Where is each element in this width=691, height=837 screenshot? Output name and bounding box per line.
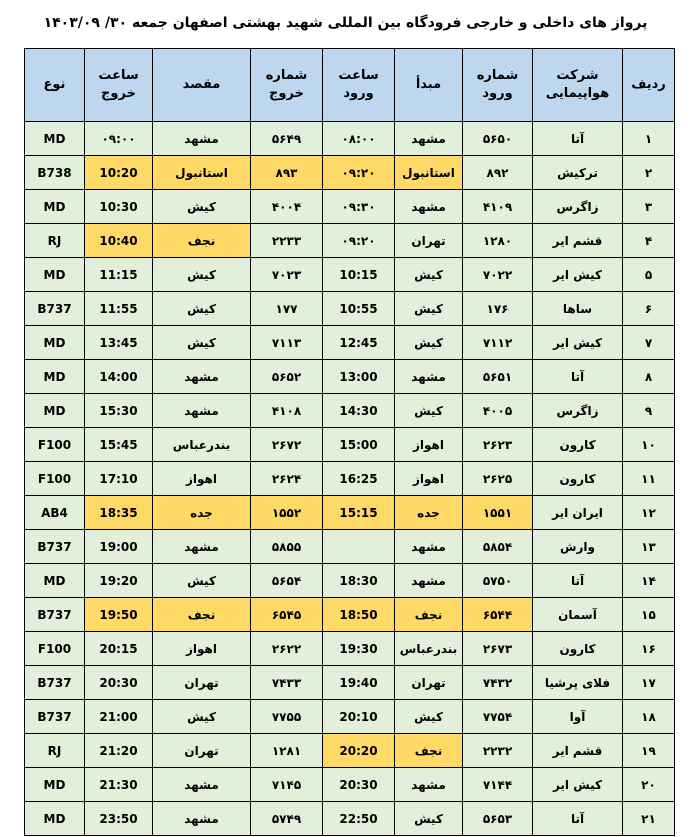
- cell-arrival-number: ۱۷۶: [463, 292, 533, 326]
- cell-departure-number: ۴۰۰۴: [251, 190, 323, 224]
- table-row: [25, 734, 675, 768]
- cell-arrival-number: ۴۰۰۵: [463, 394, 533, 428]
- col-header-destination: مقصد: [153, 49, 251, 122]
- cell-departure-time: 10:20: [85, 156, 153, 190]
- cell-arrival-time: ۰۹:۲۰: [323, 224, 395, 258]
- cell-destination: تهران: [153, 734, 251, 768]
- cell-origin: تهران: [395, 224, 463, 258]
- cell-departure-number: ۵۶۵۲: [251, 360, 323, 394]
- cell-departure-number: ۱۲۸۱: [251, 734, 323, 768]
- table-row: [25, 666, 675, 700]
- cell-aircraft-type: F100: [25, 428, 85, 462]
- cell-arrival-time: 14:30: [323, 394, 395, 428]
- col-header-origin: مبدأ: [395, 49, 463, 122]
- cell-origin: اهواز: [395, 428, 463, 462]
- cell-row-number: ۴: [623, 224, 675, 258]
- cell-arrival-number: ۷۱۴۴: [463, 768, 533, 802]
- cell-row-number: ۱: [623, 122, 675, 156]
- cell-destination: کیش: [153, 292, 251, 326]
- cell-arrival-time: 15:00: [323, 428, 395, 462]
- cell-departure-time: 20:15: [85, 632, 153, 666]
- cell-departure-number: ۱۵۵۲: [251, 496, 323, 530]
- cell-departure-number: ۲۶۲۴: [251, 462, 323, 496]
- cell-aircraft-type: MD: [25, 122, 85, 156]
- cell-row-number: ۱۵: [623, 598, 675, 632]
- cell-aircraft-type: RJ: [25, 224, 85, 258]
- cell-departure-time: 21:30: [85, 768, 153, 802]
- col-header-departure-time: ساعت خروج: [85, 49, 153, 122]
- cell-arrival-time: 12:45: [323, 326, 395, 360]
- cell-departure-number: ۶۵۴۵: [251, 598, 323, 632]
- cell-airline: ایران ایر: [533, 496, 623, 530]
- cell-departure-time: 15:30: [85, 394, 153, 428]
- cell-row-number: ۵: [623, 258, 675, 292]
- cell-aircraft-type: B737: [25, 598, 85, 632]
- cell-airline: زاگرس: [533, 190, 623, 224]
- cell-origin: استانبول: [395, 156, 463, 190]
- cell-aircraft-type: B737: [25, 666, 85, 700]
- cell-aircraft-type: MD: [25, 326, 85, 360]
- table-row: [25, 292, 675, 326]
- cell-airline: ساها: [533, 292, 623, 326]
- cell-row-number: ۲۱: [623, 802, 675, 836]
- flights-table: [24, 48, 675, 836]
- cell-arrival-number: ۵۶۵۳: [463, 802, 533, 836]
- cell-aircraft-type: B737: [25, 530, 85, 564]
- cell-arrival-time: 20:20: [323, 734, 395, 768]
- cell-arrival-number: ۵۶۵۱: [463, 360, 533, 394]
- cell-arrival-number: ۷۷۵۴: [463, 700, 533, 734]
- col-header-row: ردیف: [623, 49, 675, 122]
- cell-departure-number: ۵۸۵۵: [251, 530, 323, 564]
- cell-row-number: ۶: [623, 292, 675, 326]
- cell-aircraft-type: MD: [25, 190, 85, 224]
- cell-arrival-number: ۵۶۵۰: [463, 122, 533, 156]
- table-row: [25, 598, 675, 632]
- cell-departure-number: ۷۰۲۳: [251, 258, 323, 292]
- cell-origin: کیش: [395, 258, 463, 292]
- cell-departure-time: 20:30: [85, 666, 153, 700]
- cell-arrival-number: ۱۲۸۰: [463, 224, 533, 258]
- cell-airline: کیش ایر: [533, 768, 623, 802]
- cell-arrival-time: 10:15: [323, 258, 395, 292]
- table-row: [25, 564, 675, 598]
- cell-origin: مشهد: [395, 122, 463, 156]
- cell-destination: کیش: [153, 326, 251, 360]
- cell-departure-number: ۵۶۵۴: [251, 564, 323, 598]
- col-header-arrival-time: ساعت ورود: [323, 49, 395, 122]
- cell-aircraft-type: RJ: [25, 734, 85, 768]
- cell-airline: کیش ایر: [533, 326, 623, 360]
- cell-arrival-time: 18:30: [323, 564, 395, 598]
- cell-departure-time: 19:50: [85, 598, 153, 632]
- cell-row-number: ۱۸: [623, 700, 675, 734]
- table-row: [25, 394, 675, 428]
- cell-arrival-time: [323, 530, 395, 564]
- cell-departure-number: ۷۴۳۳: [251, 666, 323, 700]
- cell-destination: مشهد: [153, 530, 251, 564]
- cell-destination: کیش: [153, 700, 251, 734]
- cell-aircraft-type: MD: [25, 360, 85, 394]
- cell-airline: زاگرس: [533, 394, 623, 428]
- cell-origin: کیش: [395, 326, 463, 360]
- table-row: [25, 768, 675, 802]
- cell-destination: کیش: [153, 190, 251, 224]
- cell-row-number: ۱۰: [623, 428, 675, 462]
- cell-departure-time: 19:00: [85, 530, 153, 564]
- table-row: [25, 530, 675, 564]
- cell-destination: مشهد: [153, 394, 251, 428]
- cell-arrival-number: ۷۴۳۲: [463, 666, 533, 700]
- cell-row-number: ۱۴: [623, 564, 675, 598]
- cell-arrival-number: ۷۰۲۲: [463, 258, 533, 292]
- cell-departure-time: 11:55: [85, 292, 153, 326]
- cell-destination: مشهد: [153, 122, 251, 156]
- cell-aircraft-type: MD: [25, 394, 85, 428]
- cell-arrival-time: 13:00: [323, 360, 395, 394]
- cell-departure-number: ۵۷۴۹: [251, 802, 323, 836]
- cell-row-number: ۸: [623, 360, 675, 394]
- cell-row-number: ۱۳: [623, 530, 675, 564]
- cell-origin: کیش: [395, 700, 463, 734]
- table-row: [25, 258, 675, 292]
- cell-origin: مشهد: [395, 768, 463, 802]
- cell-airline: قشم ایر: [533, 224, 623, 258]
- cell-arrival-time: 19:30: [323, 632, 395, 666]
- page-title: پرواز های داخلی و خارجی فرودگاه بین المللی شهید بهشتی اصفهان جمعه ۳۰/ ۱۴۰۳/۰۹: [43, 15, 648, 31]
- table-row: [25, 462, 675, 496]
- cell-departure-time: 14:00: [85, 360, 153, 394]
- cell-airline: قشم ایر: [533, 734, 623, 768]
- cell-arrival-time: 15:15: [323, 496, 395, 530]
- cell-departure-number: ۲۲۳۳: [251, 224, 323, 258]
- cell-destination: جده: [153, 496, 251, 530]
- cell-airline: آتا: [533, 802, 623, 836]
- col-header-aircraft-type: نوع: [25, 49, 85, 122]
- cell-origin: کیش: [395, 292, 463, 326]
- cell-arrival-time: 10:55: [323, 292, 395, 326]
- cell-arrival-number: ۷۱۱۲: [463, 326, 533, 360]
- cell-destination: اهواز: [153, 462, 251, 496]
- cell-row-number: ۹: [623, 394, 675, 428]
- cell-destination: مشهد: [153, 360, 251, 394]
- cell-departure-number: ۵۶۴۹: [251, 122, 323, 156]
- table-row: [25, 360, 675, 394]
- cell-destination: تهران: [153, 666, 251, 700]
- cell-departure-number: ۸۹۳: [251, 156, 323, 190]
- cell-airline: آوا: [533, 700, 623, 734]
- cell-destination: بندرعباس: [153, 428, 251, 462]
- cell-airline: کارون: [533, 428, 623, 462]
- cell-departure-time: 23:50: [85, 802, 153, 836]
- table-row: [25, 700, 675, 734]
- col-header-arrival-number: شماره ورود: [463, 49, 533, 122]
- cell-origin: بندرعباس: [395, 632, 463, 666]
- cell-row-number: ۱۹: [623, 734, 675, 768]
- cell-arrival-number: ۴۱۰۹: [463, 190, 533, 224]
- cell-aircraft-type: MD: [25, 768, 85, 802]
- cell-destination: نجف: [153, 224, 251, 258]
- cell-aircraft-type: MD: [25, 258, 85, 292]
- cell-departure-number: ۷۷۵۵: [251, 700, 323, 734]
- cell-origin: مشهد: [395, 190, 463, 224]
- cell-destination: مشهد: [153, 802, 251, 836]
- table-row: [25, 802, 675, 836]
- table-row: [25, 190, 675, 224]
- cell-arrival-number: ۸۹۲: [463, 156, 533, 190]
- cell-row-number: ۱۲: [623, 496, 675, 530]
- cell-arrival-number: ۲۲۳۲: [463, 734, 533, 768]
- cell-aircraft-type: B737: [25, 700, 85, 734]
- cell-airline: وارش: [533, 530, 623, 564]
- cell-aircraft-type: B737: [25, 292, 85, 326]
- cell-arrival-time: 18:50: [323, 598, 395, 632]
- cell-airline: آسمان: [533, 598, 623, 632]
- cell-departure-time: 18:35: [85, 496, 153, 530]
- cell-destination: مشهد: [153, 768, 251, 802]
- cell-arrival-time: 19:40: [323, 666, 395, 700]
- cell-departure-number: ۱۷۷: [251, 292, 323, 326]
- cell-arrival-number: ۲۶۲۳: [463, 428, 533, 462]
- cell-airline: کارون: [533, 632, 623, 666]
- cell-destination: نجف: [153, 598, 251, 632]
- cell-departure-time: 10:40: [85, 224, 153, 258]
- col-header-departure-number: شماره خروج: [251, 49, 323, 122]
- cell-departure-time: 11:15: [85, 258, 153, 292]
- cell-arrival-number: ۶۵۴۴: [463, 598, 533, 632]
- cell-origin: نجف: [395, 734, 463, 768]
- cell-arrival-time: 22:50: [323, 802, 395, 836]
- cell-arrival-time: 20:10: [323, 700, 395, 734]
- cell-arrival-number: ۵۸۵۴: [463, 530, 533, 564]
- cell-departure-time: 13:45: [85, 326, 153, 360]
- cell-row-number: ۲: [623, 156, 675, 190]
- cell-aircraft-type: F100: [25, 462, 85, 496]
- cell-airline: ترکیش: [533, 156, 623, 190]
- cell-origin: اهواز: [395, 462, 463, 496]
- cell-departure-time: ۰۹:۰۰: [85, 122, 153, 156]
- cell-destination: استانبول: [153, 156, 251, 190]
- cell-departure-time: 17:10: [85, 462, 153, 496]
- cell-arrival-number: ۱۵۵۱: [463, 496, 533, 530]
- cell-departure-time: 15:45: [85, 428, 153, 462]
- cell-departure-number: ۴۱۰۸: [251, 394, 323, 428]
- cell-arrival-number: ۵۷۵۰: [463, 564, 533, 598]
- cell-origin: تهران: [395, 666, 463, 700]
- cell-origin: مشهد: [395, 564, 463, 598]
- cell-departure-number: ۷۱۴۵: [251, 768, 323, 802]
- cell-aircraft-type: F100: [25, 632, 85, 666]
- table-body: [25, 122, 675, 836]
- cell-departure-time: 21:00: [85, 700, 153, 734]
- table-row: [25, 326, 675, 360]
- cell-airline: آتا: [533, 564, 623, 598]
- table-row: [25, 428, 675, 462]
- cell-row-number: ۲۰: [623, 768, 675, 802]
- cell-arrival-time: ۰۸:۰۰: [323, 122, 395, 156]
- cell-departure-number: ۲۶۷۲: [251, 428, 323, 462]
- cell-origin: نجف: [395, 598, 463, 632]
- cell-airline: آتا: [533, 122, 623, 156]
- cell-airline: کیش ایر: [533, 258, 623, 292]
- cell-origin: کیش: [395, 802, 463, 836]
- cell-origin: جده: [395, 496, 463, 530]
- cell-destination: اهواز: [153, 632, 251, 666]
- cell-row-number: ۱۱: [623, 462, 675, 496]
- table-row: [25, 122, 675, 156]
- cell-aircraft-type: AB4: [25, 496, 85, 530]
- table-row: [25, 224, 675, 258]
- cell-origin: مشهد: [395, 530, 463, 564]
- cell-arrival-time: 20:30: [323, 768, 395, 802]
- cell-origin: کیش: [395, 394, 463, 428]
- cell-arrival-time: 16:25: [323, 462, 395, 496]
- cell-aircraft-type: MD: [25, 802, 85, 836]
- cell-aircraft-type: MD: [25, 564, 85, 598]
- cell-origin: مشهد: [395, 360, 463, 394]
- col-header-airline: شرکت هواپیمایی: [533, 49, 623, 122]
- cell-aircraft-type: B738: [25, 156, 85, 190]
- cell-row-number: ۳: [623, 190, 675, 224]
- table-row: [25, 496, 675, 530]
- cell-arrival-time: ۰۹:۲۰: [323, 156, 395, 190]
- table-header-row: [25, 49, 675, 122]
- cell-airline: فلای پرشیا: [533, 666, 623, 700]
- cell-departure-number: ۷۱۱۳: [251, 326, 323, 360]
- cell-departure-number: ۲۶۲۲: [251, 632, 323, 666]
- cell-arrival-time: ۰۹:۳۰: [323, 190, 395, 224]
- cell-arrival-number: ۲۶۲۵: [463, 462, 533, 496]
- cell-destination: کیش: [153, 258, 251, 292]
- cell-row-number: ۱۷: [623, 666, 675, 700]
- cell-departure-time: 21:20: [85, 734, 153, 768]
- cell-airline: کارون: [533, 462, 623, 496]
- cell-arrival-number: ۲۶۷۳: [463, 632, 533, 666]
- cell-row-number: ۱۶: [623, 632, 675, 666]
- cell-destination: کیش: [153, 564, 251, 598]
- cell-airline: آتا: [533, 360, 623, 394]
- table-row: [25, 156, 675, 190]
- cell-row-number: ۷: [623, 326, 675, 360]
- cell-departure-time: 19:20: [85, 564, 153, 598]
- table-row: [25, 632, 675, 666]
- cell-departure-time: 10:30: [85, 190, 153, 224]
